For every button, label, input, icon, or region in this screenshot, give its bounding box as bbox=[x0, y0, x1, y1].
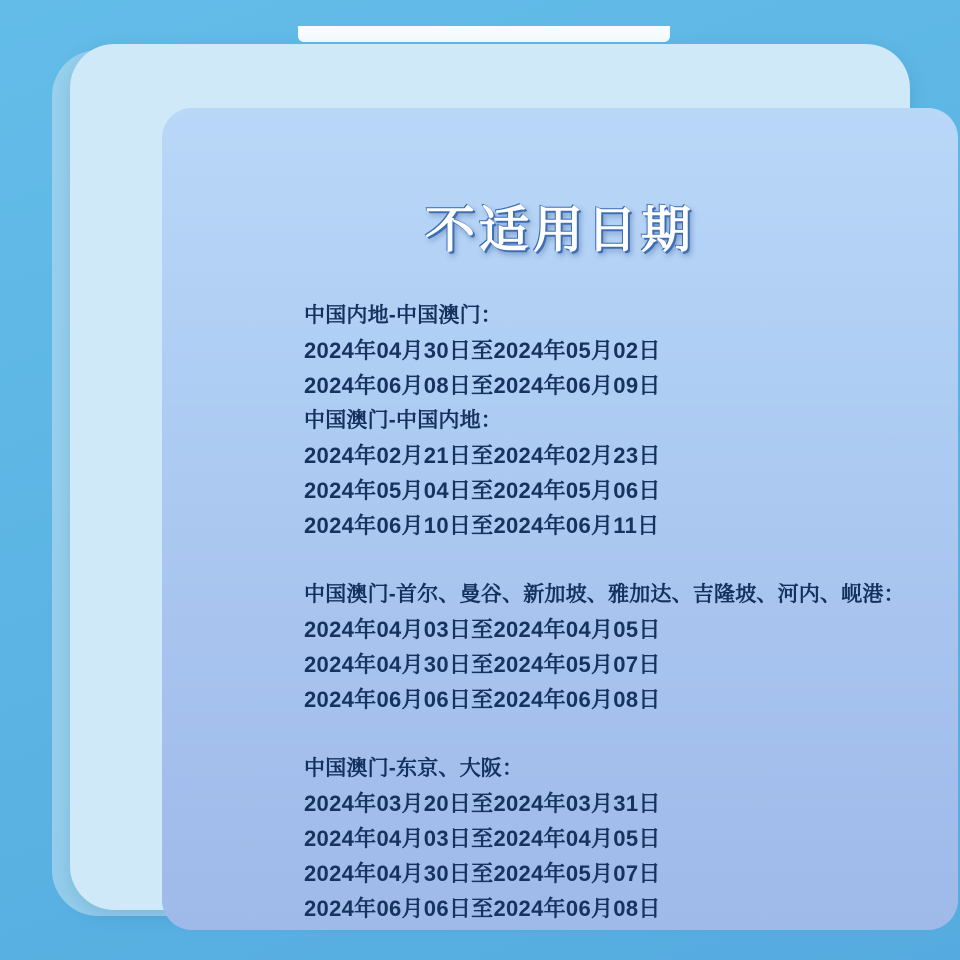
date-range: 2024年04月03日至2024年04月05日 bbox=[304, 617, 661, 642]
date-range: 2024年04月30日至2024年05月02日 bbox=[304, 338, 661, 363]
date-range: 2024年02月21日至2024年02月23日 bbox=[304, 443, 661, 468]
section-macau-to-japan bbox=[304, 751, 958, 926]
date-range: 2024年03月20日至2024年03月31日 bbox=[304, 791, 661, 816]
date-range: 2024年06月10日至2024年06月11日 bbox=[304, 513, 660, 538]
top-notch-bar bbox=[298, 26, 670, 42]
card-frame bbox=[70, 44, 910, 921]
date-range: 2024年04月30日至2024年05月07日 bbox=[304, 861, 661, 886]
section-spacer bbox=[304, 717, 958, 751]
date-range: 2024年06月06日至2024年06月08日 bbox=[304, 687, 661, 712]
page-title: 不适用日期 bbox=[425, 202, 695, 258]
date-range: 2024年04月03日至2024年04月05日 bbox=[304, 826, 661, 851]
section-heading: 中国澳门-首尔、曼谷、新加坡、雅加达、吉隆坡、河内、岘港： bbox=[304, 583, 905, 606]
section-heading: 中国内地-中国澳门： bbox=[304, 304, 502, 327]
section-heading: 中国澳门-东京、大阪： bbox=[304, 757, 524, 780]
date-range: 2024年05月04日至2024年05月06日 bbox=[304, 478, 661, 503]
date-range: 2024年04月30日至2024年05月07日 bbox=[304, 652, 661, 677]
card-panel bbox=[162, 108, 958, 930]
content-area bbox=[304, 298, 958, 926]
date-range: 2024年06月06日至2024年06月08日 bbox=[304, 896, 661, 921]
section-spacer bbox=[304, 543, 958, 577]
section-macau-to-mainland bbox=[304, 403, 958, 543]
section-macau-to-southeast-asia bbox=[304, 577, 958, 717]
section-mainland-to-macau bbox=[304, 298, 958, 403]
section-heading: 中国澳门-中国内地： bbox=[304, 409, 502, 432]
date-range: 2024年06月08日至2024年06月09日 bbox=[304, 373, 661, 398]
